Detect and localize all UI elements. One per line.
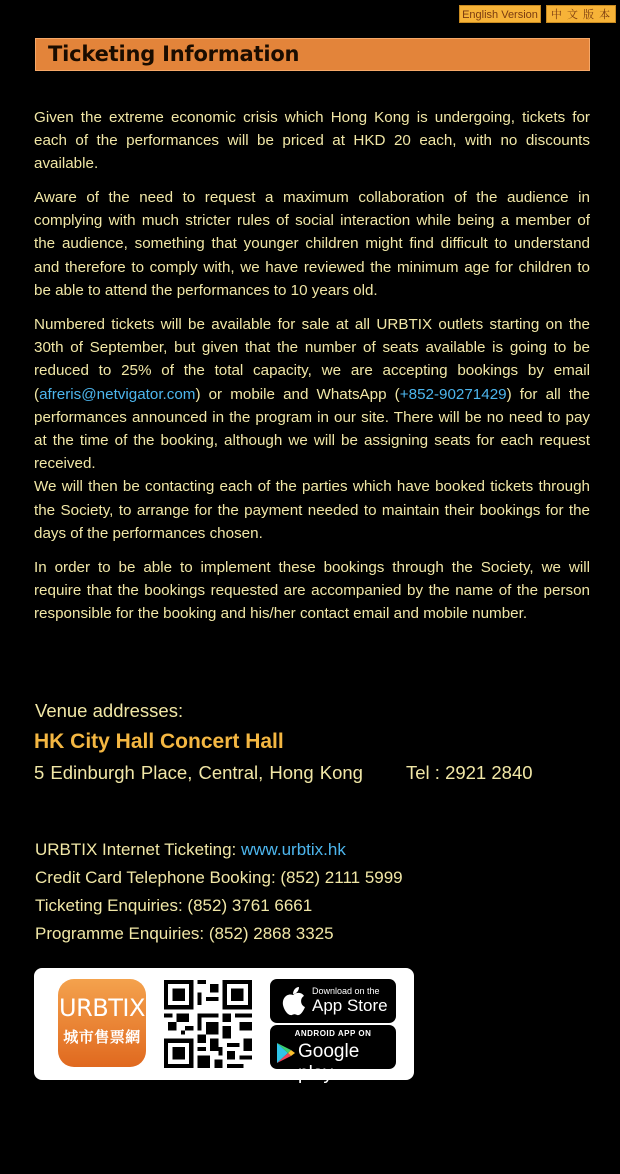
apple-icon [280,986,306,1016]
urbtix-logo-chinese: 城市售票網 [63,1029,141,1046]
urbtix-link[interactable]: www.urbtix.hk [240,840,346,859]
page-title: Ticketing Information [48,42,300,66]
app-store-big-text: App Store [312,996,388,1015]
app-store-button[interactable] [270,979,396,1023]
paragraph-text: Aware of the need to request a maximum collaboration of the audience in complying with much stricter rules of social interaction while being a member of the audience, something that younger children might find difficult to understand and therefore to comply with, we have reviewed the minimum age for children to be able to attend the performances to 10 years old. [34,189,590,299]
paragraph-requirements [34,556,590,626]
paragraph-text [34,313,590,475]
internet-ticketing-label: URBTIX Internet Ticketing: [35,840,241,859]
paragraph-text: Given the extreme economic crisis which Hong Kong is undergoing, tickets for each of the performances will be priced at HKD 20 each, with no discounts available. [34,109,590,173]
google-play-small-text: ANDROID APP ON [294,1029,372,1038]
internet-ticketing [35,840,346,860]
english-version-button[interactable]: English Version [459,5,541,23]
venue-name: HK City Hall Concert Hall [34,730,284,753]
venue-address: 5 Edinburgh Place, Central, Hong Kong [34,762,363,783]
paragraph-text: We will then be contacting each of the parties which have booked tickets through the Society, to arrange for the payment needed to maintain their bookings for the days of the performances chosen. [34,478,590,542]
title-bar [35,38,590,71]
paragraph-text: In order to be able to implement these bookings through the Society, we will require that the bookings requested are accompanied by the name of the person responsible for the booking and his/her contact email and mobile number. [34,559,590,623]
google-play-button[interactable] [270,1025,396,1084]
programme-enquiries: Programme Enquiries: (852) 2868 3325 [35,924,334,943]
ticketing-enquiries: Ticketing Enquiries: (852) 3761 6661 [35,896,313,915]
urbtix-logo-text: URBTIX [59,994,145,1022]
booking-text-a: Numbered tickets will be available for sale at all URBTIX outlets starting on the 30th of September, but given that the number of seats available is going to be reduced to 25% of the total capacity, we are accepting bookings by email ( [34,316,590,403]
email-link[interactable]: afreris@netvigator.com [39,385,196,403]
paragraph-pricing [34,106,590,176]
chinese-version-button[interactable]: 中 文 版 本 [546,5,616,23]
app-download-panel [34,968,414,1084]
app-store-small-text: Download on the [312,986,380,996]
paragraph-booking [34,313,590,545]
qr-code-icon[interactable] [164,980,252,1068]
venue-heading: Venue addresses: [35,700,184,721]
whatsapp-link[interactable]: +852-90271429 [399,385,507,403]
urbtix-app-logo[interactable] [58,979,146,1067]
google-play-big-text: Google play [298,1041,360,1084]
booking-text-c: ) for all the performances announced in the program in our site. There will be no need to pay at the time of the booking, although we will be assigning seats for each request received. [34,385,590,473]
venue-telephone: Tel : 2921 2840 [406,762,533,783]
credit-card-booking: Credit Card Telephone Booking: (852) 2111 5999 [35,868,403,887]
paragraph-age-limit [34,186,590,302]
google-play-icon [276,1042,296,1064]
booking-text-b: ) or mobile and WhatsApp ( [195,385,400,403]
